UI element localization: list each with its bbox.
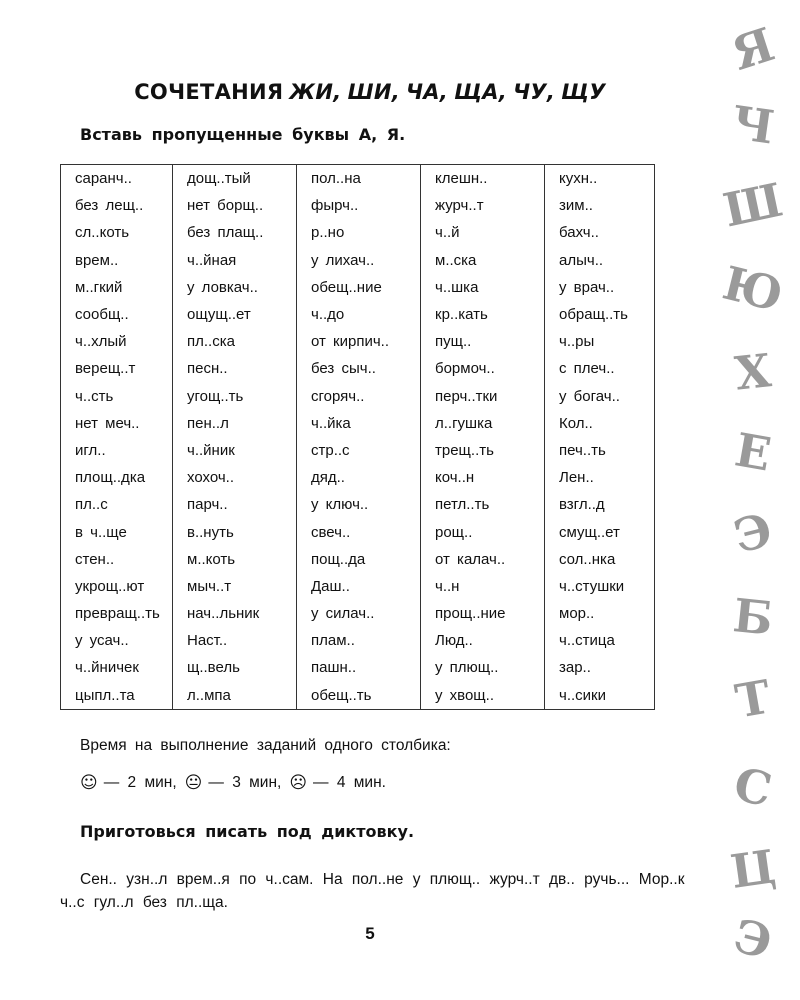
table-cell: Лен.. bbox=[545, 464, 655, 491]
table-cell: пол..на bbox=[297, 165, 421, 193]
table-cell: обращ..ть bbox=[545, 301, 655, 328]
table-row bbox=[61, 219, 655, 246]
table-row bbox=[61, 546, 655, 573]
table-cell: у врач.. bbox=[545, 274, 655, 301]
neutral-face-icon: 😐 bbox=[184, 773, 203, 793]
time-scale-text: — 3 мин, bbox=[208, 774, 282, 791]
table-cell: ощущ..ет bbox=[173, 301, 297, 328]
table-cell: ч..стушки bbox=[545, 573, 655, 600]
table-cell: дощ..тый bbox=[173, 165, 297, 193]
table-row bbox=[61, 192, 655, 219]
title-combo: ЩА, bbox=[454, 80, 508, 104]
table-cell: мор.. bbox=[545, 600, 655, 627]
table-cell: сообщ.. bbox=[61, 301, 173, 328]
table-cell: м..коть bbox=[173, 546, 297, 573]
decorative-letter: Х bbox=[732, 343, 774, 401]
table-cell: площ..дка bbox=[61, 464, 173, 491]
table-cell: саранч.. bbox=[61, 165, 173, 193]
table-cell: ч..н bbox=[421, 573, 545, 600]
word-table bbox=[60, 164, 655, 710]
table-cell: ч..йничек bbox=[61, 654, 173, 681]
decorative-letter: Э bbox=[728, 502, 778, 564]
table-cell: петл..ть bbox=[421, 491, 545, 518]
table-cell: у богач.. bbox=[545, 383, 655, 410]
table-cell: у силач.. bbox=[297, 600, 421, 627]
table-cell: смущ..ет bbox=[545, 518, 655, 545]
table-cell: у хвощ.. bbox=[421, 682, 545, 710]
table-row bbox=[61, 573, 655, 600]
table-cell: кухн.. bbox=[545, 165, 655, 193]
table-cell: у лихач.. bbox=[297, 247, 421, 274]
sad-face-icon: ☹ bbox=[289, 773, 308, 793]
decorative-letter: Е bbox=[731, 422, 775, 482]
table-cell: бахч.. bbox=[545, 219, 655, 246]
decorative-letter: Ц bbox=[727, 839, 779, 899]
table-cell: пен..л bbox=[173, 410, 297, 437]
table-cell: Люд.. bbox=[421, 627, 545, 654]
table-row bbox=[61, 464, 655, 491]
table-cell: м..ска bbox=[421, 247, 545, 274]
table-cell: ч..ры bbox=[545, 328, 655, 355]
table-cell: от кирпич.. bbox=[297, 328, 421, 355]
table-row bbox=[61, 627, 655, 654]
table-cell: пашн.. bbox=[297, 654, 421, 681]
table-cell: алыч.. bbox=[545, 247, 655, 274]
table-cell: нач..льник bbox=[173, 600, 297, 627]
table-row bbox=[61, 328, 655, 355]
table-cell: ч..йник bbox=[173, 437, 297, 464]
table-row bbox=[61, 518, 655, 545]
decorative-letter: Ш bbox=[718, 172, 788, 238]
table-cell: пл..с bbox=[61, 491, 173, 518]
table-cell: угощ..ть bbox=[173, 383, 297, 410]
smile-face-icon: ☺ bbox=[80, 773, 98, 793]
table-cell: ч..стица bbox=[545, 627, 655, 654]
table-row bbox=[61, 437, 655, 464]
table-row bbox=[61, 491, 655, 518]
table-cell: ч..йная bbox=[173, 247, 297, 274]
table-row bbox=[61, 410, 655, 437]
table-cell: журч..т bbox=[421, 192, 545, 219]
table-cell: верещ..т bbox=[61, 355, 173, 382]
word-table-body bbox=[61, 165, 655, 710]
table-cell: стр..с bbox=[297, 437, 421, 464]
title-combo: ЧА, bbox=[405, 80, 449, 104]
table-cell: бормоч.. bbox=[421, 355, 545, 382]
table-cell: ч..хлый bbox=[61, 328, 173, 355]
title-combo: ЖИ, bbox=[289, 80, 342, 104]
table-cell: стен.. bbox=[61, 546, 173, 573]
table-cell: обещ..ние bbox=[297, 274, 421, 301]
table-cell: свеч.. bbox=[297, 518, 421, 545]
table-cell: от калач.. bbox=[421, 546, 545, 573]
table-cell: парч.. bbox=[173, 491, 297, 518]
table-cell: зим.. bbox=[545, 192, 655, 219]
table-row bbox=[61, 383, 655, 410]
decorative-letter: Э bbox=[728, 908, 778, 970]
table-cell: мыч..т bbox=[173, 573, 297, 600]
table-row bbox=[61, 355, 655, 382]
table-cell: у ловкач.. bbox=[173, 274, 297, 301]
page-number: 5 bbox=[365, 924, 375, 943]
dictation-text: Сен.. узн..л врем..я по ч..сам. На пол..не у плющ.. журч..т дв.. ручь... Мор..к ч..с гул..л без пл..ща. bbox=[60, 871, 685, 911]
table-cell: без лещ.. bbox=[61, 192, 173, 219]
table-cell: ч..сики bbox=[545, 682, 655, 710]
table-cell: цыпл..та bbox=[61, 682, 173, 710]
table-row bbox=[61, 247, 655, 274]
title-combo: ЧУ, bbox=[513, 80, 556, 104]
table-cell: л..гушка bbox=[421, 410, 545, 437]
table-row bbox=[61, 274, 655, 301]
table-cell: ч..й bbox=[421, 219, 545, 246]
table-cell: нет меч.. bbox=[61, 410, 173, 437]
table-cell: у ключ.. bbox=[297, 491, 421, 518]
table-cell: Даш.. bbox=[297, 573, 421, 600]
table-cell: с плеч.. bbox=[545, 355, 655, 382]
table-cell: в ч..ще bbox=[61, 518, 173, 545]
table-cell: хохоч.. bbox=[173, 464, 297, 491]
table-cell: сгоряч.. bbox=[297, 383, 421, 410]
decorative-letter: Т bbox=[731, 669, 775, 729]
table-cell: клешн.. bbox=[421, 165, 545, 193]
table-cell: у плющ.. bbox=[421, 654, 545, 681]
table-cell: сол..нка bbox=[545, 546, 655, 573]
table-cell: фырч.. bbox=[297, 192, 421, 219]
title-combo: ШИ, bbox=[347, 80, 400, 104]
table-cell: врем.. bbox=[61, 247, 173, 274]
table-cell: коч..н bbox=[421, 464, 545, 491]
table-cell: зар.. bbox=[545, 654, 655, 681]
decorative-letter: Ч bbox=[728, 95, 778, 155]
time-scale-text: — 4 мин. bbox=[313, 774, 386, 791]
table-cell: пущ.. bbox=[421, 328, 545, 355]
decorative-letter: С bbox=[729, 756, 777, 818]
table-row bbox=[61, 654, 655, 681]
decorative-letter: Ю bbox=[717, 255, 789, 323]
table-cell: Кол.. bbox=[545, 410, 655, 437]
table-cell: щ..вель bbox=[173, 654, 297, 681]
decorative-letter: Я bbox=[725, 17, 781, 81]
table-cell: трещ..ть bbox=[421, 437, 545, 464]
time-scale-text: — 2 мин, bbox=[103, 774, 177, 791]
table-cell: прощ..ние bbox=[421, 600, 545, 627]
table-cell: ч..сть bbox=[61, 383, 173, 410]
table-cell: Наст.. bbox=[173, 627, 297, 654]
table-cell: у усач.. bbox=[61, 627, 173, 654]
table-cell: взгл..д bbox=[545, 491, 655, 518]
table-cell: ч..до bbox=[297, 301, 421, 328]
dictation-title: Приготовься писать под диктовку. bbox=[80, 822, 415, 841]
table-row bbox=[61, 600, 655, 627]
table-cell: кр..кать bbox=[421, 301, 545, 328]
decorative-letter: Б bbox=[730, 588, 776, 646]
time-note: Время на выполнение заданий одного столбика: bbox=[80, 737, 451, 754]
table-cell: л..мпа bbox=[173, 682, 297, 710]
table-cell: в..нуть bbox=[173, 518, 297, 545]
table-row bbox=[61, 165, 655, 193]
table-cell: ч..йка bbox=[297, 410, 421, 437]
table-cell: песн.. bbox=[173, 355, 297, 382]
title-combo: ЩУ bbox=[561, 80, 606, 104]
table-cell: пл..ска bbox=[173, 328, 297, 355]
table-cell: м..гкий bbox=[61, 274, 173, 301]
page-title bbox=[0, 80, 740, 104]
table-cell: сл..коть bbox=[61, 219, 173, 246]
table-cell: без плащ.. bbox=[173, 219, 297, 246]
table-cell: печ..ть bbox=[545, 437, 655, 464]
task-instruction: Вставь пропущенные буквы А, Я. bbox=[80, 125, 406, 144]
table-cell: плам.. bbox=[297, 627, 421, 654]
table-cell: нет борщ.. bbox=[173, 192, 297, 219]
table-cell: перч..тки bbox=[421, 383, 545, 410]
table-cell: без сыч.. bbox=[297, 355, 421, 382]
table-row bbox=[61, 301, 655, 328]
table-cell: игл.. bbox=[61, 437, 173, 464]
table-cell: укрощ..ют bbox=[61, 573, 173, 600]
table-cell: обещ..ть bbox=[297, 682, 421, 710]
table-cell: рощ.. bbox=[421, 518, 545, 545]
side-letter-strip bbox=[708, 0, 798, 1000]
table-cell: превращ..ть bbox=[61, 600, 173, 627]
table-cell: пощ..да bbox=[297, 546, 421, 573]
title-main: СОЧЕТАНИЯ bbox=[134, 80, 284, 104]
time-scale bbox=[80, 773, 394, 793]
table-cell: ч..шка bbox=[421, 274, 545, 301]
table-row bbox=[61, 682, 655, 710]
table-cell: дяд.. bbox=[297, 464, 421, 491]
table-cell: р..но bbox=[297, 219, 421, 246]
